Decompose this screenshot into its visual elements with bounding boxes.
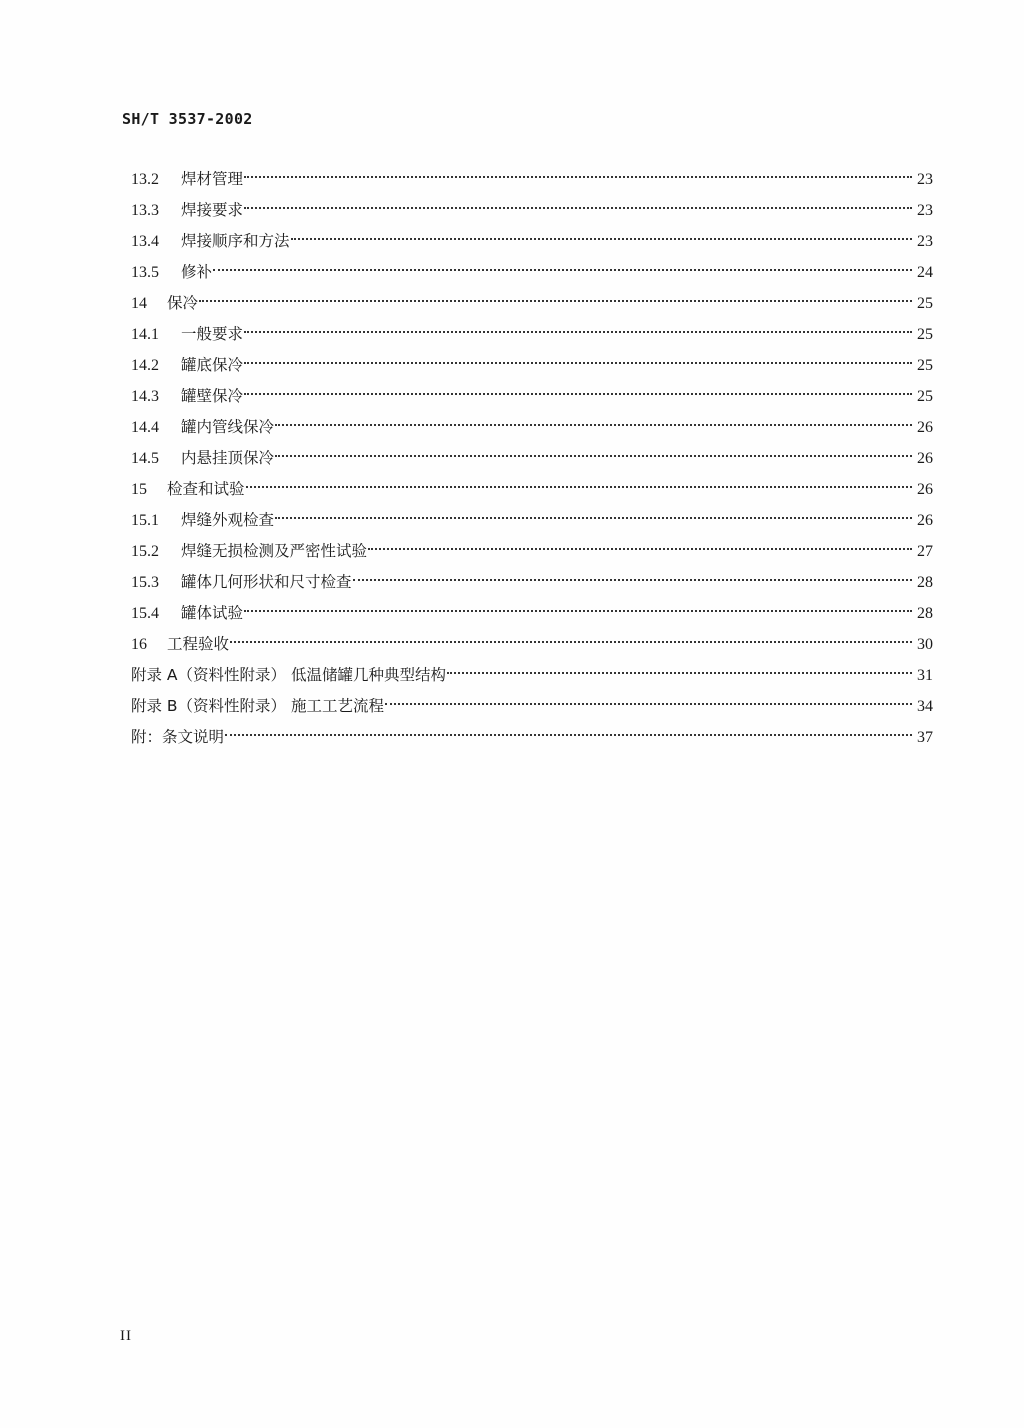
toc-entry-title: 焊缝外观检查: [181, 511, 275, 529]
toc-entry-page: 26: [917, 419, 933, 436]
toc-entry: [131, 443, 933, 474]
toc-entry-number: 14.4: [131, 419, 159, 436]
toc-entry: [131, 319, 933, 350]
toc-entry-number: 14.1: [131, 326, 159, 343]
toc-entry-number: 15.4: [131, 605, 159, 622]
toc-entry-title: 检查和试验: [167, 480, 245, 498]
toc-entry-page: 31: [917, 667, 933, 684]
toc-entry: [131, 598, 933, 629]
toc-entry-title: 罐体试验: [181, 604, 244, 622]
toc-dot-leader: [244, 361, 912, 364]
toc-entry-page: 30: [917, 636, 933, 653]
toc-entry-page: 26: [917, 450, 933, 467]
toc-entry-title: 焊缝无损检测及严密性试验: [181, 542, 368, 560]
toc-entry-title: 附录 A（资料性附录） 低温储罐几种典型结构: [131, 666, 446, 684]
toc-entry-title: 焊接要求: [181, 201, 244, 219]
toc-dot-leader: [447, 671, 912, 674]
toc-entry-page: 23: [917, 171, 933, 188]
toc-entry-title: 工程验收: [167, 635, 230, 653]
toc-entry: [131, 567, 933, 598]
toc-dot-leader: [199, 299, 912, 302]
toc-entry: [131, 195, 933, 226]
toc-dot-leader: [246, 485, 912, 488]
toc-entry-page: 37: [917, 729, 933, 746]
toc-entry-page: 23: [917, 202, 933, 219]
toc-entry-page: 24: [917, 264, 933, 281]
page-number: II: [120, 1328, 132, 1344]
toc-entry-title: 保冷: [167, 294, 199, 312]
toc-dot-leader: [291, 237, 912, 240]
toc-entry-number: 13.5: [131, 264, 159, 281]
toc-dot-leader: [275, 423, 912, 426]
toc-dot-leader: [230, 640, 912, 643]
toc-entry-page: 28: [917, 605, 933, 622]
toc-entry-title: 一般要求: [181, 325, 244, 343]
toc-entry: [131, 536, 933, 567]
toc-entry-page: 25: [917, 388, 933, 405]
toc-entry-number: 14: [131, 295, 147, 312]
toc-entry-page: 26: [917, 512, 933, 529]
toc-entry: [131, 691, 933, 722]
toc-dot-leader: [244, 330, 912, 333]
toc-entry-number: 13.4: [131, 233, 159, 250]
toc-dot-leader: [244, 206, 912, 209]
toc-entry-title: 附：条文说明: [131, 728, 225, 746]
toc-entry: [131, 164, 933, 195]
toc-dot-leader: [244, 175, 912, 178]
toc-dot-leader: [385, 702, 912, 705]
toc-dot-leader: [353, 578, 912, 581]
toc-dot-leader: [244, 609, 912, 612]
toc-dot-leader: [275, 516, 912, 519]
toc-entry: [131, 412, 933, 443]
toc-entry-title: 罐壁保冷: [181, 387, 244, 405]
toc-entry: [131, 257, 933, 288]
toc-entry: [131, 505, 933, 536]
toc-entry-title: 修补: [181, 263, 213, 281]
toc-entry-number: 15: [131, 481, 147, 498]
toc-dot-leader: [213, 268, 912, 271]
toc-entry-title: 焊接顺序和方法: [181, 232, 290, 250]
toc-entry-title: 罐体几何形状和尺寸检查: [181, 573, 352, 591]
toc-entry: [131, 350, 933, 381]
toc-entry-number: 15.2: [131, 543, 159, 560]
toc-entry-number: 13.2: [131, 171, 159, 188]
toc-dot-leader: [275, 454, 912, 457]
toc-dot-leader: [244, 392, 912, 395]
toc-entry: [131, 226, 933, 257]
toc-entry: [131, 629, 933, 660]
toc-entry-number: 15.1: [131, 512, 159, 529]
toc-entry: [131, 660, 933, 691]
toc-dot-leader: [225, 733, 912, 736]
toc-entry-number: 14.5: [131, 450, 159, 467]
toc-entry-page: 26: [917, 481, 933, 498]
toc-entry: [131, 381, 933, 412]
toc-entry-page: 25: [917, 295, 933, 312]
toc-entry-number: 15.3: [131, 574, 159, 591]
toc-entry-title: 附录 B（资料性附录） 施工工艺流程: [131, 697, 384, 715]
toc-entry-title: 罐底保冷: [181, 356, 244, 374]
toc-entry-number: 13.3: [131, 202, 159, 219]
document-code: SH/T 3537-2002: [122, 110, 253, 128]
toc-entry-number: 14.3: [131, 388, 159, 405]
toc-entry-page: 25: [917, 326, 933, 343]
toc-entry-page: 23: [917, 233, 933, 250]
toc-entry-title: 焊材管理: [181, 170, 244, 188]
toc-entry: [131, 474, 933, 505]
toc-entry-number: 14.2: [131, 357, 159, 374]
toc-entry-page: 25: [917, 357, 933, 374]
toc-dot-leader: [368, 547, 912, 550]
toc-entry: [131, 288, 933, 319]
toc-entry-number: 16: [131, 636, 147, 653]
table-of-contents: [131, 164, 933, 753]
toc-entry-page: 28: [917, 574, 933, 591]
toc-entry-title: 内悬挂顶保冷: [181, 449, 275, 467]
toc-entry-page: 27: [917, 543, 933, 560]
toc-entry-page: 34: [917, 698, 933, 715]
toc-entry-title: 罐内管线保冷: [181, 418, 275, 436]
toc-entry: [131, 722, 933, 753]
